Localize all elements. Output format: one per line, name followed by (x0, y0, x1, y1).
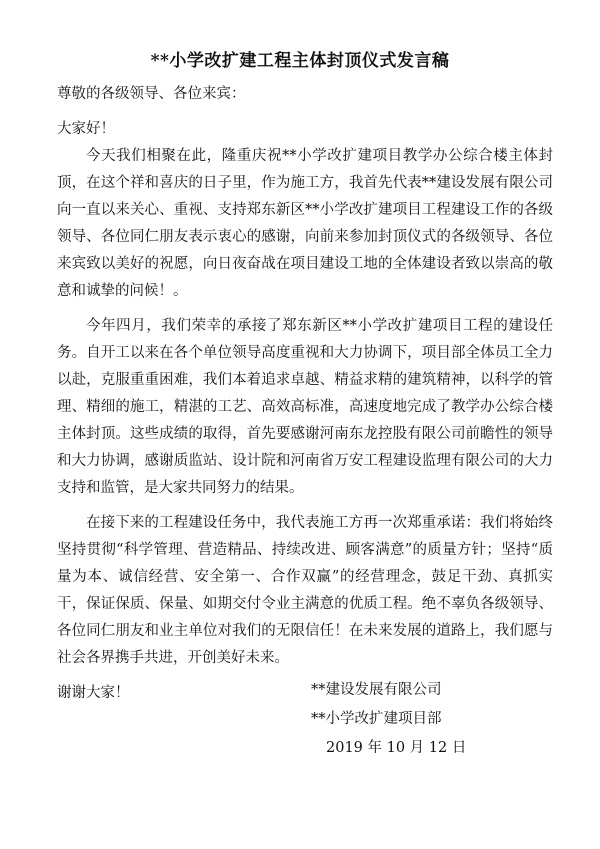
salutation: 尊敬的各级领导、各位来宾： (57, 86, 246, 102)
greeting: 大家好！ (57, 121, 115, 137)
signature-date: 2019 年 10 月 12 日 (326, 740, 467, 756)
document-title: **小学改扩建工程主体封顶仪式发言稿 (150, 51, 450, 71)
speech-body (57, 143, 553, 715)
signature-department: **小学改扩建项目部 (311, 711, 442, 727)
paragraph-commitment: 在接下来的工程建设任务中，我代表施工方再一次郑重承诺：我们将始终坚持贯彻“科学管理、营造精品、持续改进、顾客满意”的质量方针；坚持“质量为本、诚信经营、安全第一、合作双赢”的经营理念，鼓足干劲、真抓实干，保证保质、保量、如期交付令业主满意的优质工程。绝不辜负各级领导、各位同仁朋友和业主单位对我们的无限信任！在未来发展的道路上，我们愿与社会各界携手共进，开创美好未来。 (57, 515, 553, 666)
signature-block (0, 676, 600, 763)
paragraph-progress: 今年四月，我们荣幸的承接了郑东新区**小学改扩建项目工程的建设任务。自开工以来在各个单位领导高度重视和大力协调下，项目部全体员工全力以赴，克服重重困难，我们本着追求卓越、精益求精的建筑精神，以科学的管理、精细的施工，精湛的工艺、高效高标准，高速度地完成了教学办公综合楼主体封顶。这些成绩的取得，首先要感谢河南东龙控股有限公司前瞻性的领导和大力协调，感谢质监站、设计院和河南省万安工程建设监理有限公司的大力支持和监管，是大家共同努力的结果。 (57, 318, 553, 496)
paragraph-opening: 今天我们相聚在此，隆重庆祝**小学改扩建项目教学办公综合楼主体封顶，在这个祥和喜庆的日子里，作为施工方，我首先代表**建设发展有限公司向一直以来关心、重视、支持郑东新区**小学改扩建项目工程建设工作的各级领导、各位同仁朋友表示衷心的感谢，向前来参加封顶仪式的各级领导、各位来宾致以美好的祝愿，向日夜奋战在项目建设工地的全体建设者致以崇高的敬意和诚挚的问候！。 (57, 148, 553, 299)
closing-thanks: 谢谢大家！ (57, 685, 130, 701)
signature-company: **建设发展有限公司 (311, 682, 442, 698)
